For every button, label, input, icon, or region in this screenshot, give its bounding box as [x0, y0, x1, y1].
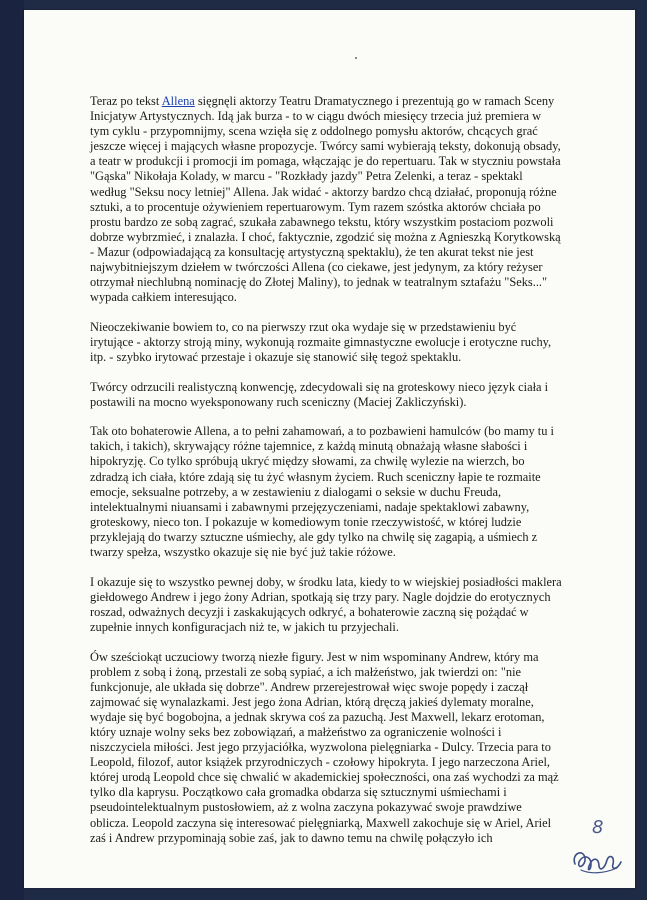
handwritten-page-number: 8: [592, 817, 604, 838]
paragraph-1: [90, 94, 562, 305]
document-page: [24, 10, 635, 888]
binder-spine: [0, 0, 24, 900]
paragraph-1-lead: Teraz po tekst: [90, 94, 162, 108]
document-body: [90, 94, 562, 846]
paragraph-6: Ów sześciokąt uczuciowy tworzą niezłe figury. Jest w nim wspominany Andrew, który ma problem z sobą i żoną, przestali ze sobą sypiać, a ich małżeństwo, jak twierdzi on: "nie funkcjonuje, ale układa się dobrze". Andrew przerejestrował więc swoje popędy i zaczął zajmować się wynalazkami. Jest jego żona Adrian, którą dręczą jakieś dylematy moralne, wydaje się być bogobojna, a jednak skrywa coś za pazuchą. Jest Maxwell, lekarz erotoman, który uznaje wolny seks bez zobowiązań, a małżeństwo za ograniczenie wolności i niszczyciela miłości. Jest jego przyjaciółka, wyzwolona pielęgniarka - Dulcy. Trzecia para to Leopold, filozof, autor książek przyrodniczych - czołowy hipokryta. I jego narzeczona Ariel, której urodą Leopold chce się chwalić w akademickiej społeczności, ona zaś wychodzi za mąż tylko dla kaprysu. Początkowo cała gromadka obdarza się sztucznymi uśmiechami i pseudointelektualnym pustosłowiem, aż z wolna zaczyna pokazywać swoje prawdziwe oblicza. Leopold zaczyna się interesować pielęgniarką, Maxwell zakochuje się w Ariel, Ariel zaś i Andrew przypominają sobie zaś, jak to dawno temu na chwilę połączyło ich: [90, 649, 559, 845]
handwritten-signature: [569, 840, 627, 882]
paragraph-2: Nieoczekiwanie bowiem to, co na pierwszy rzut oka wydaje się w przedstawieniu być irytujące - aktorzy stroją miny, wykonują rozmaite gimnastyczne ewolucje i erotyczne ruchy, itp. - szybko irytować przestaje i okazuje się stanowić siłę tegoż spektaklu.: [90, 319, 552, 364]
paragraph-4: Tak oto bohaterowie Allena, a to pełni zahamowań, a to pozbawieni hamulców (bo mamy tu i takich, i takich), skrywający różne tajemnice, z każdą minutą obnażają własne słabości i hipokryzję. Co tylko spróbują ukryć między słowami, za chwilę wylezie na wierzch, bo zdradzą ich ciała, które zdają się tu żyć własnym życiem. Ruch sceniczny łapie te rozmaite emocje, seksualne potrzeby, a w zestawieniu z dialogami o seksie w duchu Freuda, intelektualnymi niuansami i zabawnymi przejęzyczeniami, nadaje spektaklowi zabawny, groteskowy, nieco ton. I pokazuje w komediowym tonie rzeczywistość, w której ludzie przyklejają do twarzy sztuczne uśmiechy, ale gdy tylko na chwilę się zagapią, a uśmiech z twarzy spełza, wszystko okazuje się nie być już takie różowe.: [90, 424, 554, 560]
paragraph-5: I okazuje się to wszystko pewnej doby, w środku lata, kiedy to w wiejskiej posiadłości maklera giełdowego Andrew i jego żony Adrian, spotkają się trzy pary. Nagle dojdzie do erotycznych roszad, odważnych decyzji i zaskakujących odkryć, a bohaterowie zaczną się pożądać w zupełnie innych konfiguracjach niż te, w jakich tu przyjechali.: [90, 574, 562, 634]
paragraph-1-text: sięgnęli aktorzy Teatru Dramatycznego i prezentują go w ramach Sceny Inicjatyw Artystycznych. Idą jak burza - to w ciągu dwóch miesięcy trzecia już premiera w tym cyklu - przypomnijmy, scena wzięła się z oddolnego pomysłu aktorów, chcących grać jeszcze więcej i mających własne propozycje. Twórcy sami wybierają teksty, dokonują obsady, a teatr w produkcji i promocji im pomaga, włączając je do repertuaru. Tak w styczniu powstała "Gąska" Nikołaja Kolady, w marcu - "Rozkłady jazdy" Petra Zelenki, a teraz - spektakl według "Seksu nocy letniej" Allena. Jak widać - aktorzy bardzo chcą działać, proponują różne sztuki, a to procentuje ożywieniem repertuarowym. Tym razem szóstka aktorów chciała po prostu bardzo ze sobą zagrać, szukała zabawnego tekstu, który wszystkim postaciom pozwoli dobrze wybrzmieć, i znalazła. I choć, faktycznie, zgodzić się można z Agnieszką Korytkowską - Mazur (odpowiadającą za konsultację artystyczną spektaklu), że ten akurat tekst nie jest najwybitniejszym dziełem w twórczości Allena (co ciekawe, jest jedynym, za który reżyser otrzymał niechlubną nominację do Złotej Maliny), to jednak w teatralnym sztafażu "Seks..." wypada całkiem interesująco.: [90, 94, 561, 305]
paragraph-3: Twórcy odrzucili realistyczną konwencję, zdecydowali się na groteskowy nieco język ciała i postawili na mocno wyeksponowany ruch sceniczny (Maciej Zakliczyński).: [90, 379, 549, 409]
speck-mark: [355, 57, 357, 59]
allen-link[interactable]: Allena: [161, 94, 195, 108]
